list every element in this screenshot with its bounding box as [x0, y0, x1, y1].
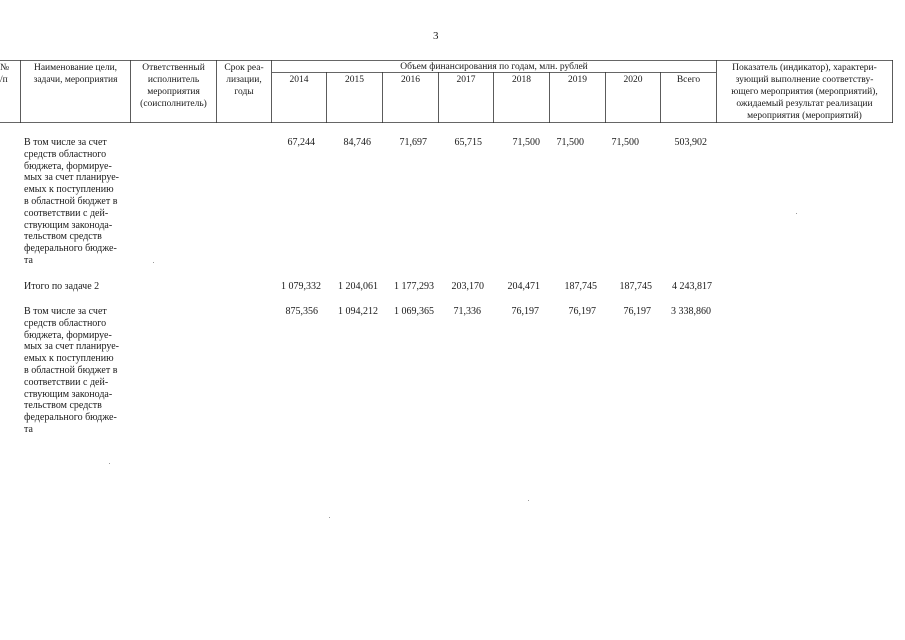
row3-2014: 875,356	[285, 306, 318, 317]
year-2015-header: 2015	[345, 75, 364, 85]
row1-2017: 65,715	[454, 137, 482, 148]
row1-2018: 71,500	[512, 137, 540, 148]
year-2020-header: 2020	[623, 75, 643, 85]
table-header	[0, 60, 894, 123]
col-term-header: Срок реа- лизации, годы	[224, 63, 264, 97]
year-2019-header: 2019	[568, 75, 587, 85]
row3-label: В том числе за счет средств областного бюджета, формируе- мых за счет планируе- емых к поступлению в областной бюджет в соответствии с дей- ствующим законода- тельством средств федерального бюдже- та	[24, 306, 119, 435]
row1-2019: 71,500	[556, 137, 584, 148]
row3-2015: 1 094,212	[338, 306, 378, 317]
row3-2018: 76,197	[511, 306, 539, 317]
scan-speck	[796, 213, 797, 214]
col-name-header: Наименование цели, задачи, мероприятия	[33, 63, 118, 85]
row1-2016: 71,697	[399, 137, 427, 148]
year-2018-header: 2018	[512, 75, 531, 85]
row2-total: 4 243,817	[672, 281, 712, 292]
row2-label: Итого по задаче 2	[24, 281, 100, 292]
row2-2017: 203,170	[451, 281, 484, 292]
scan-speck	[109, 463, 110, 464]
row3-2016: 1 069,365	[394, 306, 434, 317]
col-responsible-header: Ответственный исполнитель мероприятия (соисполнитель)	[140, 63, 207, 109]
row2-2018: 204,471	[507, 281, 540, 292]
total-header: Всего	[676, 75, 701, 85]
col-number-header: № /п	[0, 63, 10, 85]
row2-2015: 1 204,061	[338, 281, 378, 292]
row2-2019: 187,745	[564, 281, 597, 292]
year-2016-header: 2016	[401, 75, 420, 85]
row3-total: 3 338,860	[671, 306, 711, 317]
row3-2017: 71,336	[453, 306, 481, 317]
row1-2014: 67,244	[287, 137, 315, 148]
row2-2016: 1 177,293	[394, 281, 434, 292]
col-funding-header: Объем финансирования по годам, млн. рублей	[400, 62, 588, 72]
row1-2015: 84,746	[343, 137, 371, 148]
scan-speck	[329, 517, 330, 518]
row3-2020: 76,197	[623, 306, 651, 317]
col-indicator-header: Показатель (индикатор), характери- зующий выполнение соответству- ющего мероприятия (мероприятий), ожидаемый результат реализации мероприятия (мероприятий)	[731, 63, 878, 121]
scan-speck	[153, 262, 154, 263]
scan-speck	[528, 500, 529, 501]
row2-2020: 187,745	[619, 281, 652, 292]
year-2014-header: 2014	[289, 75, 309, 85]
year-2017-header: 2017	[456, 75, 476, 85]
row1-label: В том числе за счет средств областного бюджета, формируе- мых за счет планируе- емых к поступлению в областной бюджет в соответствии с дей- ствующим законода- тельством средств федерального бюдже- та	[24, 137, 119, 266]
row1-total: 503,902	[674, 137, 707, 148]
row3-2019: 76,197	[568, 306, 596, 317]
row2-2014: 1 079,332	[281, 281, 321, 292]
row1-2020: 71,500	[611, 137, 639, 148]
page-number: 3	[433, 30, 439, 42]
